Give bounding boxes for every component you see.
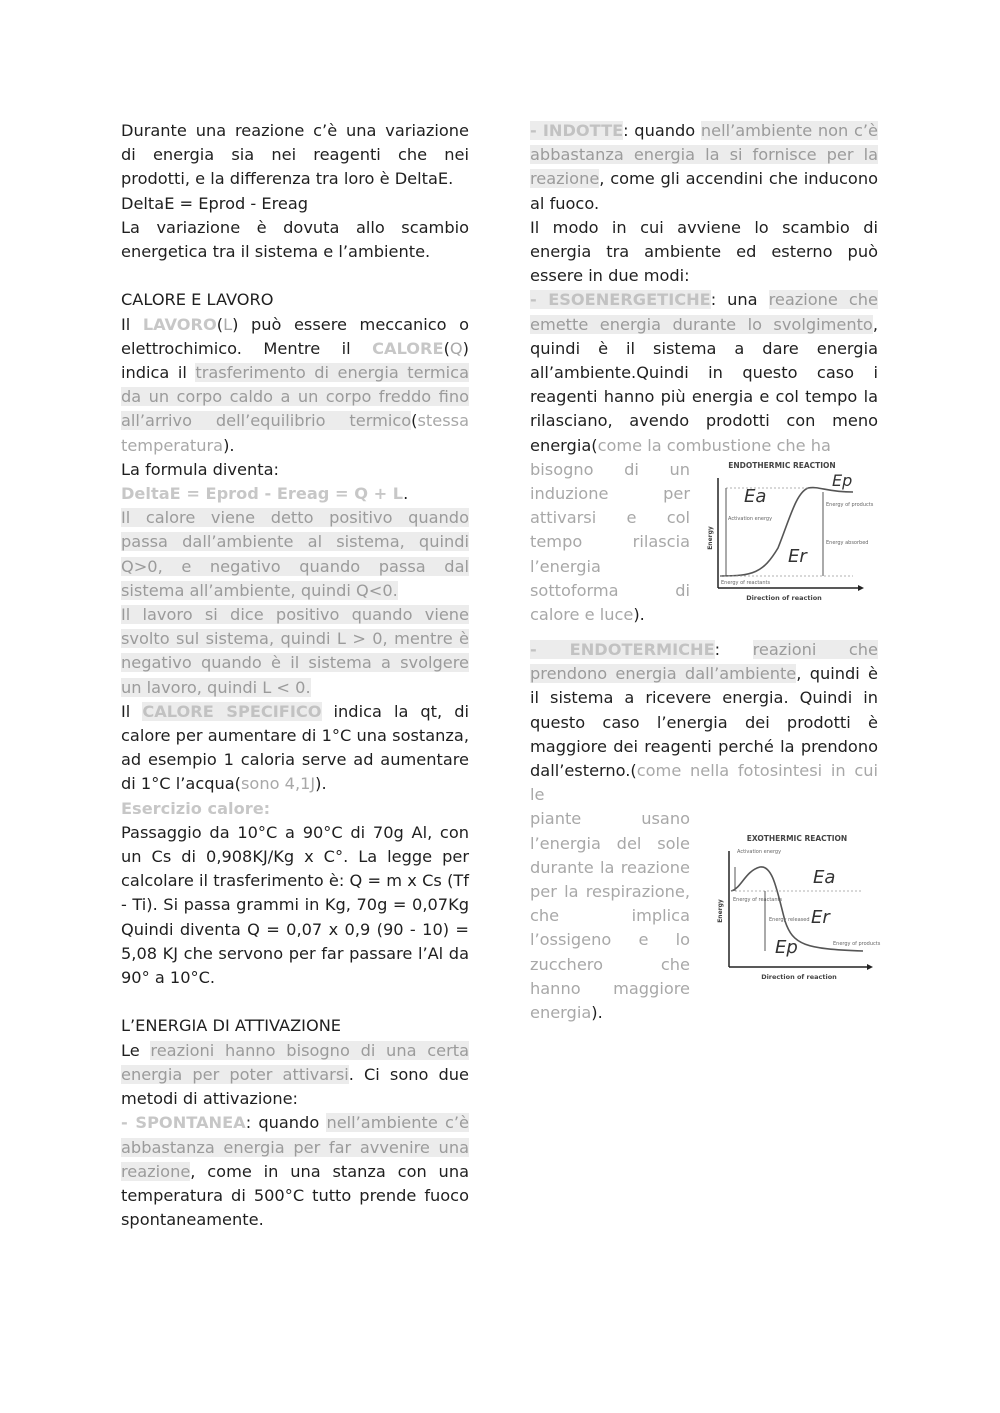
exothermic-reaction-diagram xyxy=(715,831,881,991)
exo-reactants-label: Energy of reactants xyxy=(733,897,783,904)
paragraph-spontanea: - SPONTANEA: quando nell’ambiente c’è abbastanza energia per far avvenire una reazione, come in una stanza con una temperatura di 500°C tutto prende fuoco spontaneamente. xyxy=(121,1113,469,1230)
endo-absorbed-label: Energy absorbed xyxy=(826,539,869,546)
paragraph-formula-deltae: DeltaE = Eprod - Ereag xyxy=(121,193,309,213)
left-column xyxy=(121,119,469,1232)
endo-ylabel: Energy xyxy=(707,526,714,550)
endothermic-side-text: bisogno di un induzione per attivarsi e col tempo rilascia l’energia sottoforma di calore e luce). xyxy=(530,459,690,625)
formula-intro: La formula diventa: xyxy=(121,459,279,479)
exo-x-arrow-icon xyxy=(867,964,873,970)
endo-x-arrow-icon xyxy=(858,585,864,591)
endo-act-label: Activation energy xyxy=(728,515,773,522)
paragraph-endotermiche: - ENDOTERMICHE: reazioni che prendono energia dall’ambiente, quindi è il sistema a ricevere energia. Quindi in questo caso l’energia dei prodotti è maggiore dei reagenti perché la prendono dall’esterno.(come nella fotosintesi in cui le xyxy=(530,640,878,805)
endo-curve xyxy=(720,487,853,575)
heading-energia-attivazione: L’ENERGIA DI ATTIVAZIONE xyxy=(121,1016,342,1036)
endothermic-reaction-diagram xyxy=(707,458,874,608)
endo-handwritten-ep: Ep xyxy=(832,470,853,490)
exercise-body: Passaggio da 10°C a 90°C di 70g Al, con un Cs di 0,908KJ/Kg x C°. La legge per calcolare il trasferimento è: Q = m x Cs (Tf - Ti). Si passa grammi in Kg, 70g = 0,07Kg Quindi diventa Q = 0,07 x 0,9 (90 - 10) = 5,08 KJ che servono per far passare l’Al da 90° a 10°C. xyxy=(121,822,469,988)
paragraph-esoenergetiche: - ESOENERGETICHE: una reazione che emette energia durante lo svolgimento, quindi è il sistema a dare energia all’ambiente.Quindi in questo caso i reagenti hanno più energia e col tempo la rilasciano, avendo prodotti con meno energia(come la combustione che ha xyxy=(530,290,879,455)
exo-ylabel: Energy xyxy=(717,899,724,924)
exothermic-block xyxy=(530,807,881,1023)
endo-title: ENDOTHERMIC REACTION xyxy=(728,460,836,470)
paragraph-indotte: - INDOTTE: quando nell’ambiente non c’è abbastanza energia la si fornisce per la reazione, come gli accendini che inducono al fuoco. xyxy=(530,121,878,213)
heading-calore-lavoro: CALORE E LAVORO xyxy=(121,290,274,310)
exo-xlabel: Direction of reaction xyxy=(761,973,837,982)
endo-handwritten-ea: Ea xyxy=(744,485,767,507)
paragraph-calore-sign: Il calore viene detto positivo quando passa dall’ambiente al sistema, quindi Q>0, e negativo quando passa dal sistema all’ambiente, quindi Q<0. xyxy=(121,508,469,600)
endo-reactants-label: Energy of reactants xyxy=(721,579,771,586)
formula-full: DeltaE = Eprod - Ereag = Q + L. xyxy=(121,484,409,504)
endo-xlabel: Direction of reaction xyxy=(746,593,822,602)
exo-handwritten-ea: Ea xyxy=(813,867,836,889)
exo-products-label: Energy of products xyxy=(833,941,881,948)
exercise-title: Esercizio calore: xyxy=(121,798,271,818)
exo-handwritten-er: Er xyxy=(811,907,830,929)
paragraph-attivazione: Le reazioni hanno bisogno di una certa energia per poter attivarsi. Ci sono due metodi di attivazione: xyxy=(121,1040,470,1109)
exo-released-label: Energy released xyxy=(769,917,810,924)
paragraph-variation: La variazione è dovuta allo scambio energetica tra il sistema e l’ambiente. xyxy=(121,217,469,262)
paragraph-modo: Il modo in cui avviene lo scambio di energia tra ambiente ed esterno può essere in due modi: xyxy=(530,217,878,286)
exothermic-side-text: piante usano l’energia del sole durante la reazione per la respirazione, che implica l’ossigeno e lo zucchero che hanno maggiore energia). xyxy=(530,809,690,1023)
paragraph-lavoro-calore: Il LAVORO(L) può essere meccanico o elettrochimico. Mentre il CALORE(Q) indica il trasferimento di energia termica da un corpo caldo a un corpo freddo fino all’arrivo dell’equilibrio termico(stessa temperatura). xyxy=(121,314,469,455)
paragraph-calore-specifico: Il CALORE SPECIFICO indica la qt, di calore per aumentare di 1°C una sostanza, ad esempio 1 caloria serve ad aumentare di 1°C l’acqua(sono 4,1J). xyxy=(121,701,469,794)
endo-handwritten-er: Er xyxy=(788,545,807,567)
endothermic-block xyxy=(530,458,878,625)
exo-handwritten-ep: Ep xyxy=(775,937,798,959)
paragraph-lavoro-sign: Il lavoro si dice positivo quando viene svolto sul sistema, quindi L > 0, mentre è negativo quando è il sistema a svolgere un lavoro, quindi L < 0. xyxy=(121,605,469,697)
paragraph-intro: Durante una reazione c’è una variazione di energia sia nei reagenti che nei prodotti, e la differenza tra loro è DeltaE. xyxy=(121,121,469,189)
endo-products-label: Energy of products xyxy=(826,501,874,508)
exo-act-label: Activation energy xyxy=(737,849,782,856)
exo-title: EXOTHERMIC REACTION xyxy=(746,834,848,844)
right-column xyxy=(530,119,881,1023)
